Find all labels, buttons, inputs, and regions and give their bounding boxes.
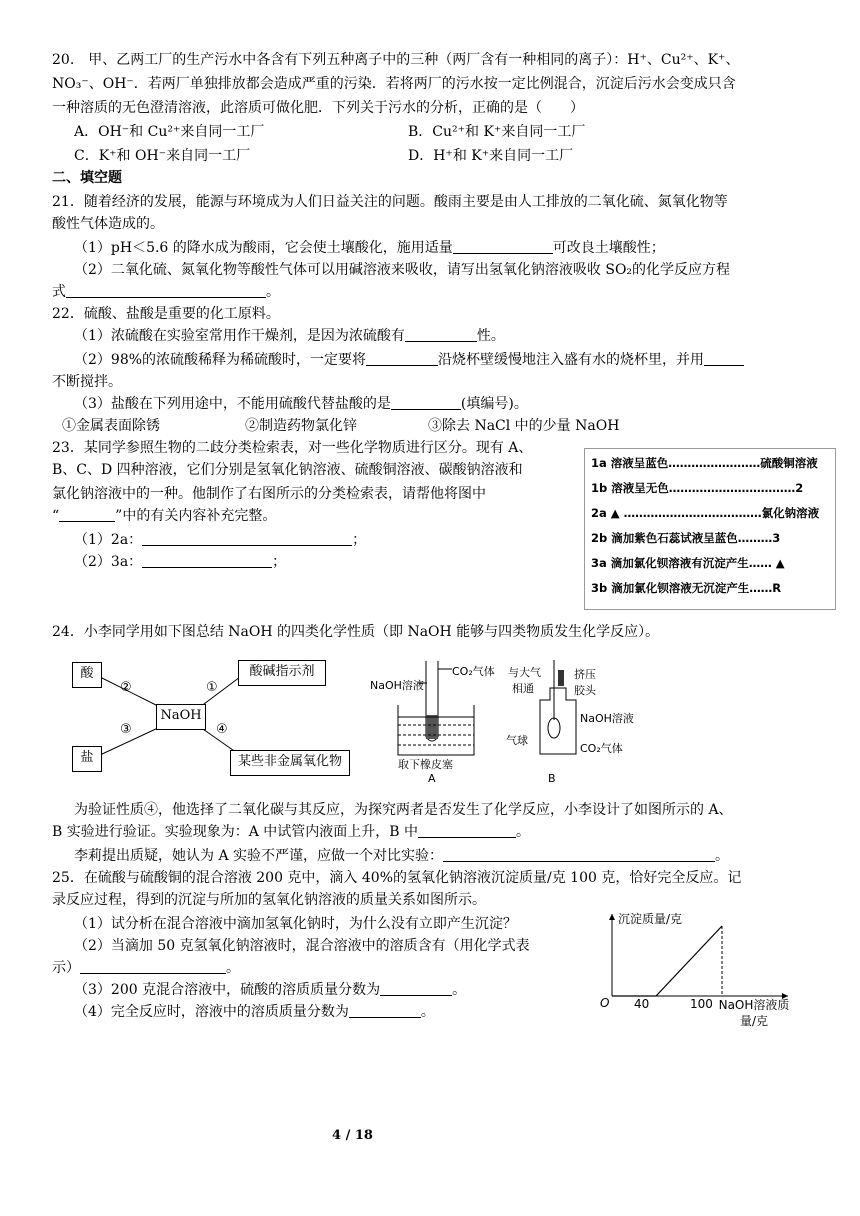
label-a-naoh: NaOH溶液: [370, 679, 424, 692]
q22-option-3: ③除去 NaCl 中的少量 NaOH: [428, 418, 620, 434]
q20-line1: 20. 甲、乙两工厂的生产污水中各含有下列五种离子中的三种（两厂含有一种相同的离子）：H⁺、Cu²⁺、K⁺、: [52, 52, 740, 68]
q20-option-d: D．H⁺和 K⁺来自同一工厂: [408, 148, 574, 164]
q23-answer-2a: （1）2a： ；: [74, 532, 367, 548]
q22-part1: （1）浓硫酸在实验室常用作干燥剂，是因为浓硫酸有 性。: [74, 328, 505, 344]
answer-blank[interactable]: [142, 531, 352, 546]
q24-para3: 李莉提出质疑，她认为 A 实验不严谨，应做一个对比实验： 。: [74, 848, 730, 864]
label-b-air: 与大气: [508, 666, 541, 679]
q23-line3: 氯化钠溶液中的一种。他制作了右图所示的分类检索表，请帮他将图中: [52, 486, 486, 502]
label-2: ②: [120, 680, 132, 695]
q23-answer-3a: （2）3a： ；: [74, 554, 287, 570]
answer-blank[interactable]: [380, 981, 452, 996]
q23-line4: “ ”中的有关内容补充完整。: [52, 508, 277, 524]
label-1: ①: [206, 680, 218, 695]
q22-part3: （3）盐酸在下列用途中，不能用硫酸代替盐酸的是 (填编号)。: [74, 396, 528, 412]
q20-line3: 一种溶质的无色澄清溶液，此溶质可做化肥．下列关于污水的分析，正确的是（ ）: [52, 100, 584, 116]
label-b-co2: CO₂气体: [580, 742, 623, 755]
key-row-2a: 2a ▲ ………………………………氯化钠溶液: [591, 506, 820, 520]
x-axis-label: NaOH溶液质量/克: [718, 998, 790, 1028]
series-line: [612, 926, 722, 996]
answer-blank[interactable]: [66, 283, 266, 298]
q21-line1: 21．随着经济的发展，能源与环境成为人们日益关注的问题。酸雨主要是由人工排放的二氧化硫、氮氧化物等: [52, 194, 728, 210]
label-b: B: [548, 772, 556, 785]
q22-option-2: ②制造药物氯化锌: [245, 418, 357, 434]
q25-line1: 25．在硫酸与硫酸铜的混合溶液 200 克中，滴入 40%的氢氧化钠溶液沉淀质量/克 100 克，恰好完全反应。记: [52, 870, 742, 886]
box-acid: 酸: [72, 662, 102, 688]
answer-blank[interactable]: [704, 351, 744, 366]
y-axis-label: 沉淀质量/克: [618, 912, 683, 926]
balloon: [548, 718, 560, 738]
q21-part1: （1）pH＜5.6 的降水成为酸雨，它会使土壤酸化，施用适量 可改良土壤酸性；: [74, 240, 665, 256]
label-3: ③: [120, 722, 132, 737]
q25-sub4: （4）完全反应时，溶液中的溶质质量分数为 。: [74, 1004, 435, 1020]
q22-option-1: ①金属表面除锈: [62, 418, 160, 434]
label-a-co2: CO₂气体: [452, 665, 495, 678]
answer-blank[interactable]: [391, 395, 461, 410]
q24-para2: B 实验进行验证。实验现象为：A 中试管内液面上升，B 中 。: [52, 824, 531, 840]
key-row-1a: 1a 溶液呈蓝色……………………硫酸铜溶液: [591, 456, 818, 470]
q25-sub3: （3）200 克混合溶液中，硫酸的溶质质量分数为 。: [74, 982, 467, 998]
label-b-balloon: 气球: [506, 734, 528, 747]
answer-blank[interactable]: [366, 351, 438, 366]
q22-part2: （2）98%的浓硫酸稀释为稀硫酸时，一定要将 沿烧杯壁缓慢地注入盛有水的烧杯里，并用: [74, 350, 744, 370]
key-row-3a: 3a 滴加氯化钡溶液有沉淀产生…… ▲: [591, 556, 785, 570]
x-tick-label: 40: [634, 997, 650, 1011]
origin-label: O: [600, 996, 610, 1010]
q20-line2: NO₃⁻、OH⁻．若两厂单独排放都会造成严重的污染．若将两厂的污水按一定比例混合，沉淀后污水会变成只含: [52, 76, 736, 92]
liquid-column: [426, 715, 438, 739]
q24-line1: 24．小李同学用如下图总结 NaOH 的四类化学性质（即 NaOH 能够与四类物质发生化学反应）。: [52, 624, 660, 640]
q25-line2: 录反应过程，得到的沉淀与所加的氢氧化钠溶液的质量关系如图所示。: [52, 892, 486, 908]
q21-part2-answer: 式 。: [52, 284, 280, 300]
q23-line2: B、C、D 四种溶液，它们分别是氢氧化钠溶液、硫酸铜溶液、碳酸钠溶液和: [52, 462, 523, 478]
answer-blank[interactable]: [142, 553, 272, 568]
label-b-air-2: 相通: [512, 682, 534, 695]
q23-line1: 23．某同学参照生物的二歧分类检索表，对一些化学物质进行区分。现有 A、: [52, 440, 533, 456]
classification-key-table: [584, 448, 836, 610]
section-title: 二、填空题: [52, 170, 122, 186]
answer-blank[interactable]: [59, 507, 115, 522]
q25-sub1: （1）试分析在混合溶液中滴加氢氧化钠时，为什么没有立即产生沉淀？: [74, 916, 517, 932]
label-b-press: 挤压: [574, 668, 596, 681]
key-row-3b: 3b 滴加氯化钡溶液无沉淀产生……R: [591, 581, 782, 595]
q25-sub2-answer: 示） 。: [52, 960, 240, 976]
q20-option-c: C．K⁺和 OH⁻来自同一工厂: [74, 148, 251, 164]
q21-part2: （2）二氧化硫、氮氧化物等酸性气体可以用碱溶液来吸收，请写出氢氧化钠溶液吸收 SO₂的化学反应方程: [74, 262, 731, 278]
key-row-2b: 2b 滴加紫色石蕊试液呈蓝色………3: [591, 531, 781, 545]
box-naoh: NaOH: [156, 704, 206, 730]
label-a-caption: 取下橡皮塞: [398, 758, 453, 771]
box-indicator: 酸碱指示剂: [238, 660, 326, 686]
x-tick-label: 100: [690, 997, 713, 1011]
dropper-bulb: [558, 670, 564, 686]
q21-line2: 酸性气体造成的。: [52, 216, 164, 232]
q22-line1: 22．硫酸、盐酸是重要的化工原料。: [52, 306, 280, 322]
y-axis-arrow: [609, 914, 615, 920]
answer-blank[interactable]: [405, 327, 477, 342]
q25-sub2: （2）当滴加 50 克氢氧化钠溶液时，混合溶液中的溶质含有（用化学式表: [74, 938, 530, 954]
label-4: ④: [216, 722, 228, 737]
q20-option-b: B．Cu²⁺和 K⁺来自同一工厂: [408, 124, 586, 140]
answer-blank[interactable]: [418, 823, 516, 838]
answer-blank[interactable]: [349, 1003, 421, 1018]
q20-option-a: A．OH⁻和 Cu²⁺来自同一工厂: [74, 124, 265, 140]
label-b-press-2: 胶头: [574, 684, 596, 697]
box-nonmetal-oxide: 某些非金属氧化物: [230, 750, 350, 776]
box-salt: 盐: [72, 746, 102, 772]
answer-blank[interactable]: [453, 239, 553, 254]
answer-blank[interactable]: [80, 959, 226, 974]
answer-blank[interactable]: [443, 847, 715, 862]
q22-part2-end: 不断搅拌。: [52, 374, 122, 390]
q24-para1: 为验证性质④，他选择了二氧化碳与其反应，为探究两者是否发生了化学反应，小李设计了如图所示的 A、: [74, 802, 733, 818]
label-b-naoh: NaOH溶液: [580, 712, 634, 725]
key-row-1b: 1b 溶液呈无色……………………………2: [591, 481, 804, 495]
page-number: 4 / 18: [332, 1128, 373, 1143]
label-a: A: [428, 772, 436, 785]
